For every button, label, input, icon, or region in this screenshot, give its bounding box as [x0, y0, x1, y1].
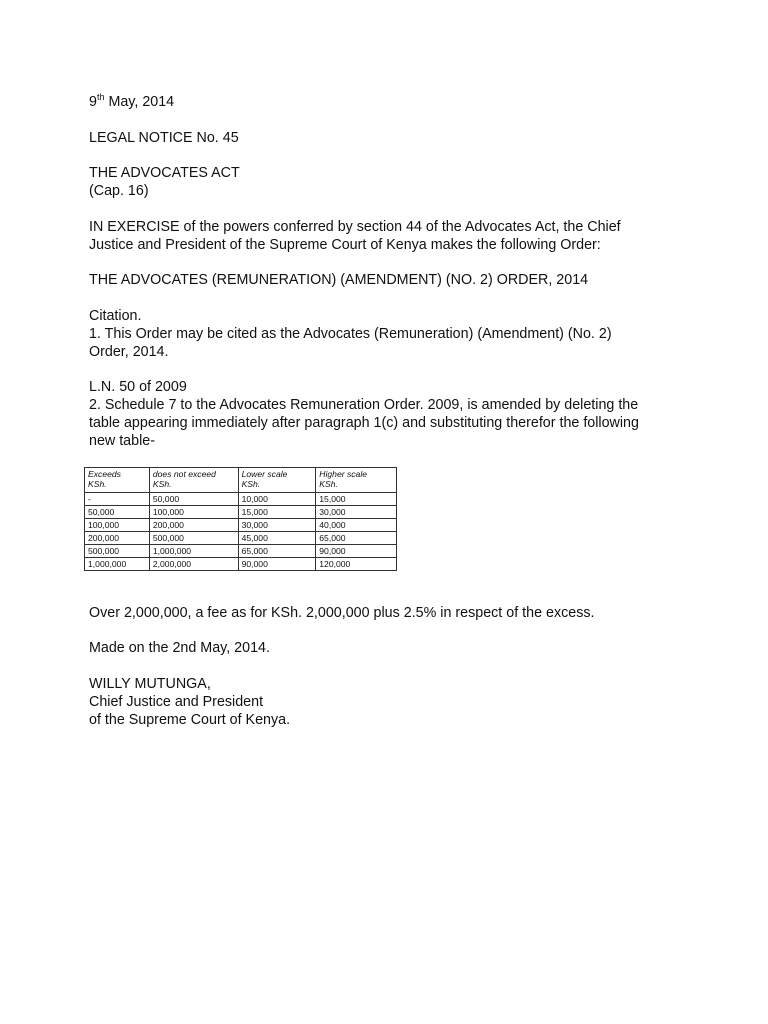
table-row — [85, 519, 397, 532]
order-title: THE ADVOCATES (REMUNERATION) (AMENDMENT) (NO. 2) ORDER, 2014 — [89, 272, 589, 288]
act-title: THE ADVOCATES ACT — [89, 165, 240, 181]
paragraph-2-line-2: table appearing immediately after paragraph 1(c) and substituting therefor the following — [89, 415, 639, 431]
date-rest: May, 2014 — [104, 94, 175, 110]
table-cell: 500,000 — [85, 545, 150, 558]
table-cell: 100,000 — [149, 506, 238, 519]
excess-fee-text: Over 2,000,000, a fee as for KSh. 2,000,000 plus 2.5% in respect of the excess. — [89, 605, 595, 621]
table-cell: 65,000 — [238, 545, 316, 558]
signatory-title-line-2: of the Supreme Court of Kenya. — [89, 712, 291, 728]
citation-line-1: 1. This Order may be cited as the Advocates (Remuneration) (Amendment) (No. 2) — [89, 326, 612, 342]
table-header-row — [85, 468, 397, 493]
table-cell: 1,000,000 — [149, 545, 238, 558]
table-cell: 10,000 — [238, 493, 316, 506]
table-row — [85, 493, 397, 506]
table-cell: 50,000 — [85, 506, 150, 519]
header-higher-scale: Higher scale KSh. — [316, 468, 397, 493]
table-row — [85, 506, 397, 519]
header-does-not-exceed: does not exceed KSh. — [149, 468, 238, 493]
preamble-line-1: IN EXERCISE of the powers conferred by section 44 of the Advocates Act, the Chief — [89, 219, 621, 235]
date-day: 9 — [89, 94, 97, 110]
table-row — [85, 532, 397, 545]
table-cell: 90,000 — [316, 545, 397, 558]
paragraph-2-line-3: new table- — [89, 433, 155, 449]
date-suffix: th — [96, 92, 105, 102]
header-exceeds: Exceeds KSh. — [85, 468, 150, 493]
table-cell: 200,000 — [85, 532, 150, 545]
signatory-name: WILLY MUTUNGA, — [89, 676, 211, 692]
ln-reference: L.N. 50 of 2009 — [89, 379, 187, 395]
table-cell: - — [85, 493, 150, 506]
header-lower-scale: Lower scale KSh. — [238, 468, 316, 493]
paragraph-2-line-1: 2. Schedule 7 to the Advocates Remuneration Order. 2009, is amended by deleting the — [89, 397, 639, 413]
legal-notice-number: LEGAL NOTICE No. 45 — [89, 130, 239, 146]
table-cell: 100,000 — [85, 519, 150, 532]
table-cell: 2,000,000 — [149, 558, 238, 571]
table-cell: 120,000 — [316, 558, 397, 571]
table-cell: 200,000 — [149, 519, 238, 532]
notice-date — [89, 93, 174, 111]
act-chapter: (Cap. 16) — [89, 183, 149, 199]
table-cell: 45,000 — [238, 532, 316, 545]
citation-line-2: Order, 2014. — [89, 344, 169, 360]
table-cell: 15,000 — [238, 506, 316, 519]
table-cell: 500,000 — [149, 532, 238, 545]
table-row — [85, 558, 397, 571]
signatory-title-line-1: Chief Justice and President — [89, 694, 264, 710]
preamble-line-2: Justice and President of the Supreme Court of Kenya makes the following Order: — [89, 237, 601, 253]
citation-heading: Citation. — [89, 308, 142, 324]
table-cell: 30,000 — [316, 506, 397, 519]
table-cell: 65,000 — [316, 532, 397, 545]
table-cell: 30,000 — [238, 519, 316, 532]
table-cell: 50,000 — [149, 493, 238, 506]
made-on-date: Made on the 2nd May, 2014. — [89, 640, 270, 656]
table-cell: 1,000,000 — [85, 558, 150, 571]
table-cell: 90,000 — [238, 558, 316, 571]
table-row — [85, 545, 397, 558]
fee-schedule-table — [84, 467, 397, 571]
table-cell: 40,000 — [316, 519, 397, 532]
table-cell: 15,000 — [316, 493, 397, 506]
